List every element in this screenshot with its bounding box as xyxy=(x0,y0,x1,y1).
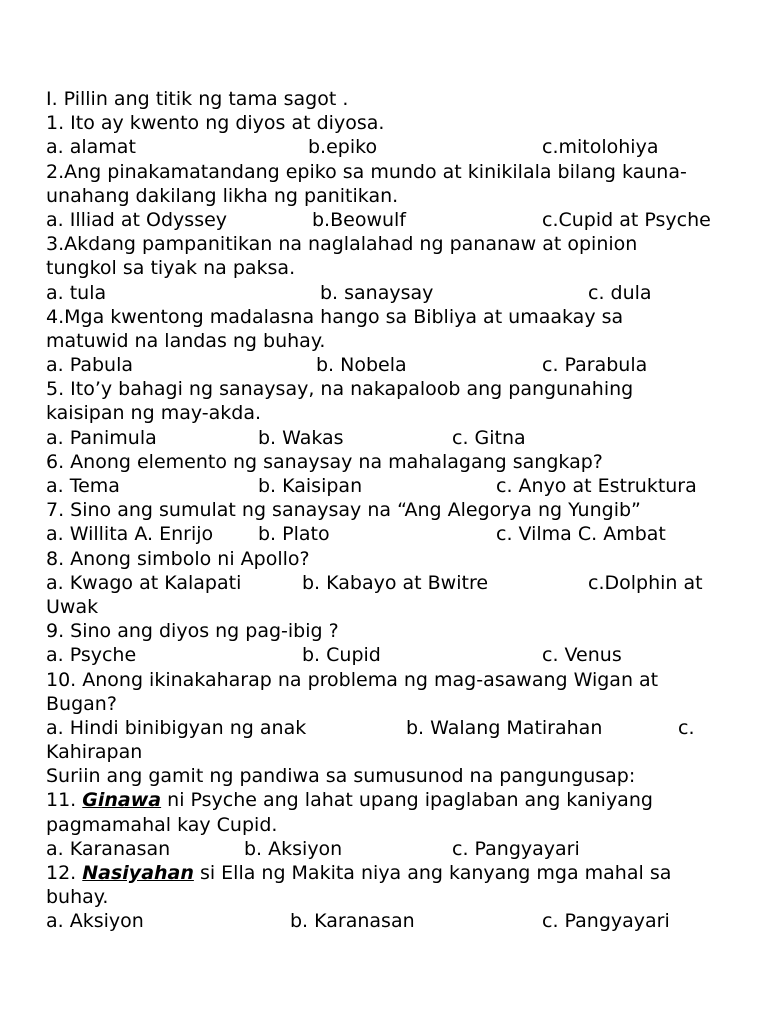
q12-option-a: a. Aksiyon xyxy=(46,910,144,933)
question-2-line-1: 2.Ang pinakamatandang epiko sa mundo at kinikilala bilang kauna- xyxy=(46,160,687,183)
q9-option-b: b. Cupid xyxy=(302,644,381,667)
question-10-line-1: 10. Anong ikinakaharap na problema ng mag-asawang Wigan at xyxy=(46,668,659,691)
question-4-options xyxy=(46,353,736,377)
question-9-options xyxy=(46,643,736,667)
question-11-line-1 xyxy=(46,788,736,812)
question-11-options xyxy=(46,837,736,861)
question-6: 6. Anong elemento ng sanaysay na mahalagang sangkap? xyxy=(46,450,603,473)
question-2-options xyxy=(46,208,736,232)
q11-number: 11. xyxy=(46,789,77,812)
q12-number: 12. xyxy=(46,862,77,884)
q1-option-c: c.mitolohiya xyxy=(542,136,659,159)
q7-option-b: b. Plato xyxy=(258,523,330,546)
question-10-option-c-continued: Kahirapan xyxy=(46,741,143,764)
question-9: 9. Sino ang diyos ng pag-ibig ? xyxy=(46,620,339,643)
q1-option-b: b.epiko xyxy=(308,136,378,159)
q2-option-a: a. Illiad at Odyssey xyxy=(46,208,228,231)
question-8-options xyxy=(46,571,736,595)
q11-option-b: b. Aksiyon xyxy=(244,837,343,860)
q5-option-c: c. Gitna xyxy=(452,426,526,449)
question-12-options xyxy=(46,909,736,933)
q8-option-b: b. Kabayo at Bwitre xyxy=(302,571,489,594)
q5-option-a: a. Panimula xyxy=(46,426,157,449)
q4-option-a: a. Pabula xyxy=(46,354,133,377)
q5-option-b: b. Wakas xyxy=(258,426,344,449)
question-8: 8. Anong simbolo ni Apollo? xyxy=(46,547,310,570)
q10-option-c: c. xyxy=(678,716,695,739)
question-3-line-2: tungkol sa tiyak na paksa. xyxy=(46,257,296,280)
q12-keyword: Nasiyahan xyxy=(82,862,194,884)
question-5-line-2: kaisipan ng may-akda. xyxy=(46,402,262,425)
question-5-options xyxy=(46,426,736,450)
question-5-line-1: 5. Ito’y bahagi ng sanaysay, na nakapaloob ang pangunahing xyxy=(46,378,634,401)
question-4-line-2: matuwid na landas ng buhay. xyxy=(46,329,326,352)
question-3-options xyxy=(46,281,736,305)
q3-option-c: c. dula xyxy=(588,281,652,304)
q6-option-a: a. Tema xyxy=(46,475,120,497)
q11-keyword: Ginawa xyxy=(82,789,162,812)
q7-option-a: a. Willita A. Enrijo xyxy=(46,523,214,546)
question-8-option-c-continued: Uwak xyxy=(46,595,99,618)
question-3-line-1: 3.Akdang pampanitikan na naglalahad ng pananaw at opinion xyxy=(46,233,638,256)
worksheet-content xyxy=(46,87,736,934)
q9-option-c: c. Venus xyxy=(542,644,622,667)
instruction-part-2: Suriin ang gamit ng pandiwa sa sumusunod na pangungusap: xyxy=(46,765,636,788)
q8-option-a: a. Kwago at Kalapati xyxy=(46,571,242,594)
q4-option-b: b. Nobela xyxy=(316,354,407,377)
q12-option-b: b. Karanasan xyxy=(290,910,415,933)
q8-option-c: c.Dolphin at xyxy=(588,571,703,594)
question-7: 7. Sino ang sumulat ng sanaysay na “Ang Alegorya ng Yungib” xyxy=(46,499,641,522)
q11-option-c: c. Pangyayari xyxy=(452,837,580,860)
q2-option-b: b.Beowulf xyxy=(312,208,406,231)
q11-option-a: a. Karanasan xyxy=(46,837,171,860)
q9-option-a: a. Psyche xyxy=(46,644,137,667)
question-10-options xyxy=(46,716,736,740)
q2-option-c: c.Cupid at Psyche xyxy=(542,208,711,231)
question-11-line-2: pagmamahal kay Cupid. xyxy=(46,813,278,836)
question-1-options xyxy=(46,135,736,159)
question-10-line-2: Bugan? xyxy=(46,692,117,715)
q1-option-a: a. alamat xyxy=(46,136,136,159)
q7-option-c: c. Vilma C. Ambat xyxy=(496,523,666,546)
question-2-line-2: unahang dakilang likha ng panitikan. xyxy=(46,184,399,207)
q12-option-c: c. Pangyayari xyxy=(542,910,670,933)
q6-option-c: c. Anyo at Estruktura xyxy=(496,475,697,497)
q11-text: ni Psyche ang lahat upang ipaglaban ang kaniyang xyxy=(167,789,653,812)
question-12-line-2: buhay. xyxy=(46,886,109,909)
q12-text: si Ella ng Makita niya ang kanyang mga mahal sa xyxy=(199,862,672,884)
q3-option-a: a. tula xyxy=(46,281,107,304)
question-1: 1. Ito ay kwento ng diyos at diyosa. xyxy=(46,112,385,135)
q6-option-b: b. Kaisipan xyxy=(258,475,363,497)
q3-option-b: b. sanaysay xyxy=(320,281,434,304)
q4-option-c: c. Parabula xyxy=(542,354,648,377)
q10-option-b: b. Walang Matirahan xyxy=(406,716,603,739)
question-6-options xyxy=(46,474,736,498)
question-4-line-1: 4.Mga kwentong madalasna hango sa Bibliya at umaakay sa xyxy=(46,305,624,328)
q10-option-a: a. Hindi binibigyan ng anak xyxy=(46,716,307,739)
question-7-options xyxy=(46,522,736,546)
instruction-part-1: I. Pillin ang titik ng tama sagot . xyxy=(46,88,349,110)
question-12-line-1 xyxy=(46,861,736,885)
